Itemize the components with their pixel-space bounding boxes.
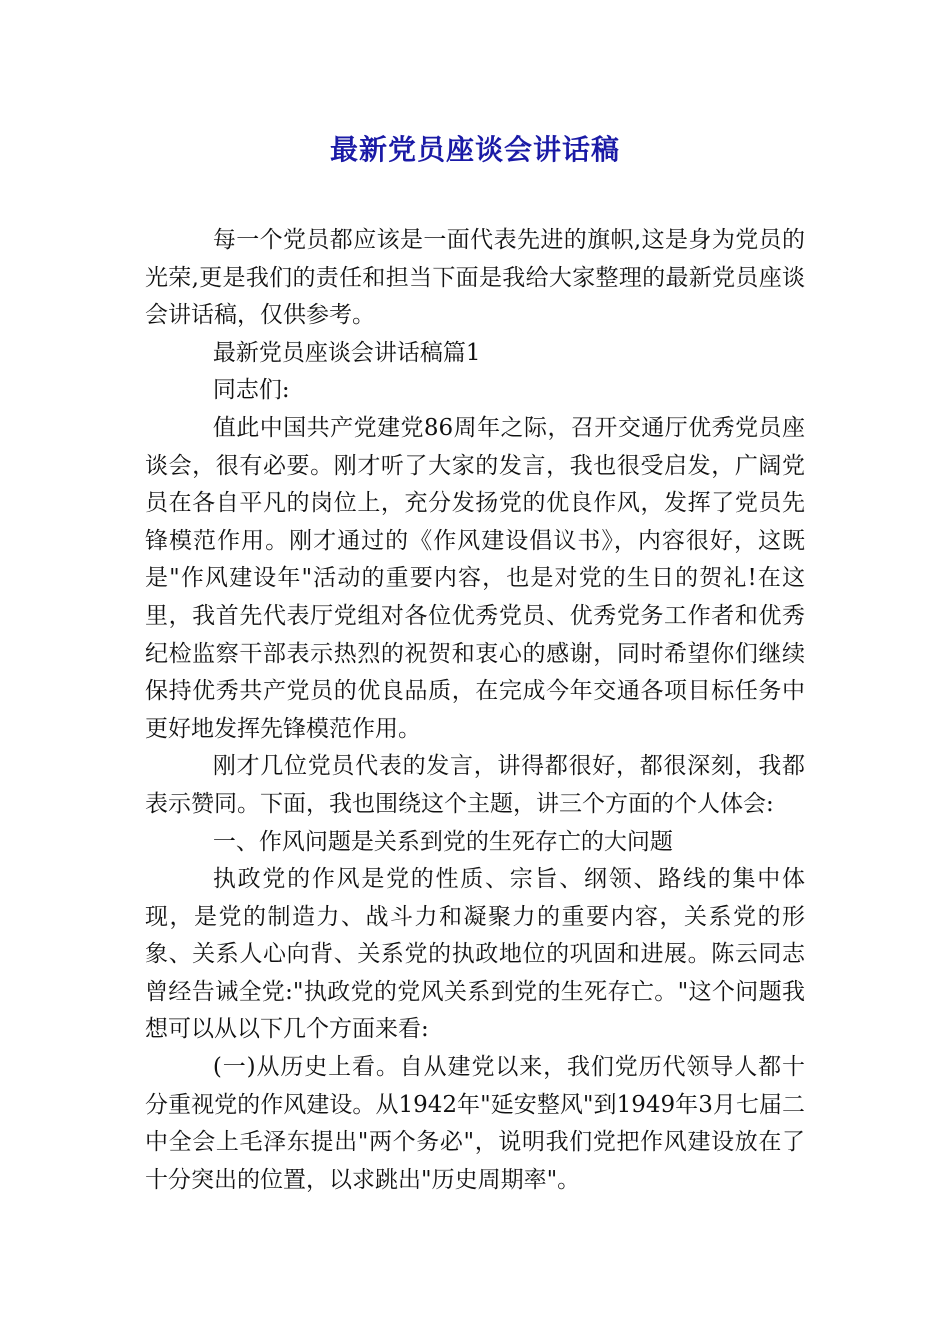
paragraph-intro: 每一个党员都应该是一面代表先进的旗帜,这是身为党员的光荣,更是我们的责任和担当下面是我给大家整理的最新党员座谈会讲话稿，仅供参考。: [145, 227, 805, 329]
document-title: 最新党员座谈会讲话稿: [329, 133, 620, 166]
document-body: [145, 222, 805, 1199]
paragraph-history: (一)从历史上看。自从建党以来，我们党历代领导人都十分重视党的作风建设。从1942年"延安整风"到1949年3月七届二中全会上毛泽东提出"两个务必"，说明我们党把作风建设放在了十分突出的位置，以求跳出"历史周期率"。: [145, 1054, 805, 1193]
section-heading-part-1: 一、作风问题是关系到党的生死存亡的大问题: [212, 828, 673, 855]
paragraph-agreement: 刚才几位党员代表的发言，讲得都很好，都很深刻，我都表示赞同。下面，我也围绕这个主题，讲三个方面的个人体会:: [145, 753, 805, 817]
paragraph-opening: 值此中国共产党建党86周年之际，召开交通厅优秀党员座谈会，很有必要。刚才听了大家的发言，我也很受启发，广阔党员在各自平凡的岗位上，充分发扬党的优良作风，发挥了党员先锋模范作用。刚才通过的《作风建设倡议书》，内容很好，这既是"作风建设年"活动的重要内容，也是对党的生日的贺礼!在这里，我首先代表厅党组对各位优秀党员、优秀党务工作者和优秀纪检监察干部表示热烈的祝贺和衷心的感谢，同时希望你们继续保持优秀共产党员的优良品质，在完成今年交通各项目标任务中更好地发挥先锋模范作用。: [145, 414, 805, 742]
section-heading-speech-1: 最新党员座谈会讲话稿篇1: [212, 339, 481, 366]
salutation: 同志们:: [212, 377, 290, 404]
paragraph-style-importance: 执政党的作风是党的性质、宗旨、纲领、路线的集中体现，是党的制造力、战斗力和凝聚力的重要内容，关系党的形象、关系人心向背、关系党的执政地位的巩固和进展。陈云同志曾经告诫全党:"执政党的党风关系到党的生死存亡。"这个问题我想可以从以下几个方面来看:: [145, 866, 805, 1043]
